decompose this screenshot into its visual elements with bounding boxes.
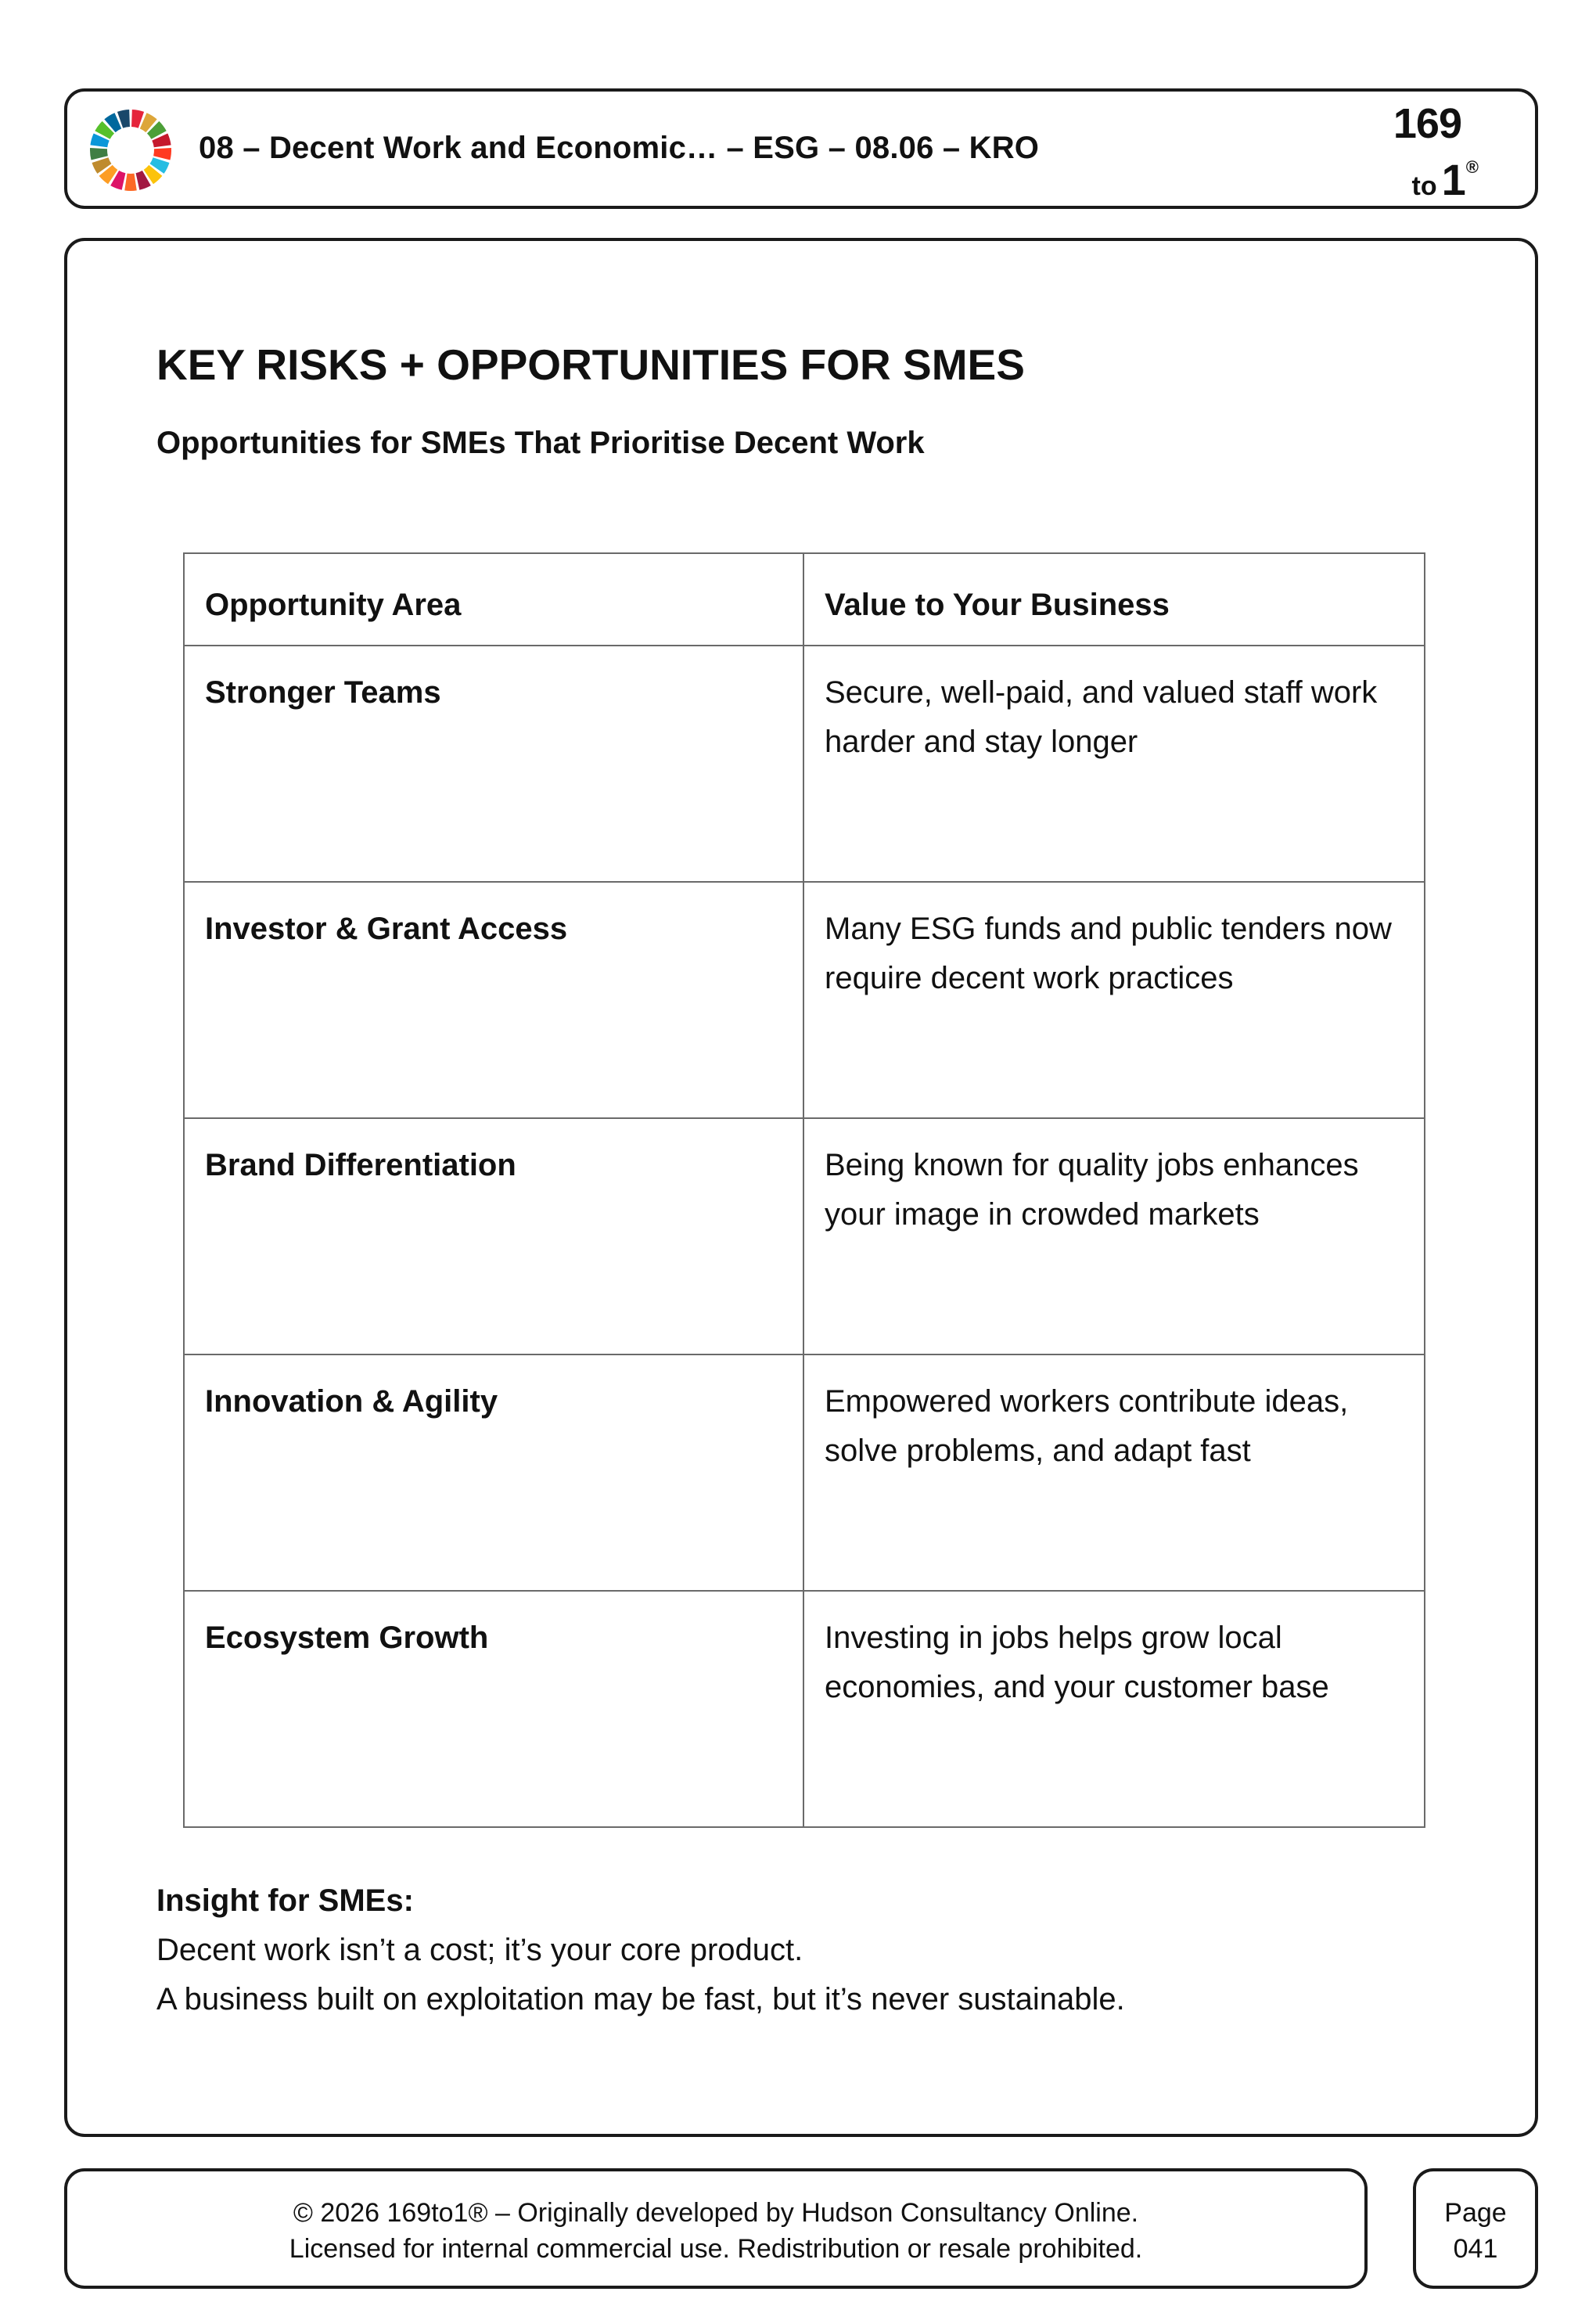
value-cell: Empowered workers contribute ideas, solve problems, and adapt fast	[803, 1354, 1425, 1591]
table-row	[184, 1354, 1425, 1591]
table-header-row	[184, 553, 1425, 646]
page-label: Page	[1444, 2198, 1507, 2228]
brand-number: 169	[1393, 100, 1461, 147]
value-cell: Many ESG funds and public tenders now require decent work practices	[803, 882, 1425, 1118]
header-bar	[64, 88, 1538, 209]
brand-logo	[1389, 99, 1507, 204]
value-cell: Investing in jobs helps grow local economies, and your customer base	[803, 1591, 1425, 1827]
table-row	[184, 882, 1425, 1118]
license-text: Licensed for internal commercial use. Redistribution or resale prohibited.	[289, 2234, 1143, 2264]
brand-registered-mark: ®	[1465, 157, 1479, 177]
page-subtitle: Opportunities for SMEs That Prioritise Decent Work	[156, 426, 925, 460]
column-header-opportunity-area: Opportunity Area	[184, 553, 803, 646]
opportunity-area-cell: Innovation & Agility	[184, 1354, 803, 1591]
page-number-box	[1413, 2168, 1538, 2289]
value-cell: Being known for quality jobs enhances your image in crowded markets	[803, 1118, 1425, 1354]
value-cell: Secure, well-paid, and valued staff work harder and stay longer	[803, 646, 1425, 882]
table-row	[184, 1118, 1425, 1354]
sdg-wheel-segment	[90, 148, 108, 160]
copyright-text: © 2026 169to1® – Originally developed by Hudson Consultancy Online.	[293, 2198, 1139, 2228]
page-title: KEY RISKS + OPPORTUNITIES FOR SMES	[156, 340, 1025, 389]
header-title: 08 – Decent Work and Economic… – ESG – 08.06 – KRO	[199, 131, 1040, 165]
sdg-wheel-segment	[124, 174, 137, 191]
column-header-value: Value to Your Business	[803, 553, 1425, 646]
content-card	[64, 238, 1538, 2137]
sdg-color-wheel-icon	[89, 109, 172, 192]
table-row	[184, 646, 1425, 882]
opportunity-area-cell: Ecosystem Growth	[184, 1591, 803, 1827]
opportunity-area-cell: Brand Differentiation	[184, 1118, 803, 1354]
insight-heading: Insight for SMEs:	[156, 1883, 414, 1918]
insight-line: A business built on exploitation may be fast, but it’s never sustainable.	[156, 1982, 1125, 2016]
page-number: 041	[1453, 2234, 1498, 2264]
table-row	[184, 1591, 1425, 1827]
brand-to-one	[1412, 154, 1479, 205]
opportunity-area-cell: Investor & Grant Access	[184, 882, 803, 1118]
brand-one: 1	[1441, 155, 1466, 204]
insight-line: Decent work isn’t a cost; it’s your core product.	[156, 1933, 803, 1967]
opportunity-area-cell: Stronger Teams	[184, 646, 803, 882]
insight-block	[156, 1876, 1125, 2024]
brand-to: to	[1411, 171, 1437, 201]
sdg-wheel-segment	[153, 148, 171, 160]
opportunities-table	[183, 552, 1425, 1828]
footer-notice	[64, 2168, 1368, 2289]
